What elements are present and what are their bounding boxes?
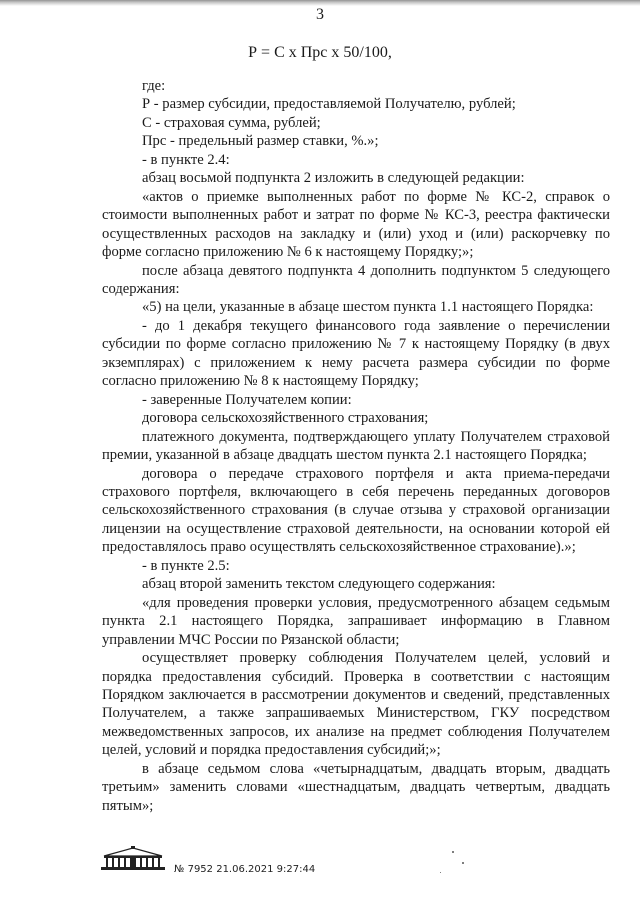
registration-stamp: № 7952 21.06.2021 9:27:44 xyxy=(174,864,316,875)
paragraph: - заверенные Получателем копии: xyxy=(142,391,352,408)
formula: Р = С х Прс х 50/100, xyxy=(248,44,392,61)
paragraph: Р - размер субсидии, предоставляемой Получателю, рублей; xyxy=(142,96,516,113)
government-building-icon xyxy=(100,846,166,872)
document-body xyxy=(102,77,610,815)
paragraph: абзац второй заменить текстом следующего содержания: xyxy=(142,576,496,593)
paragraph: платежного документа, подтверждающего уплату Получателем страховой премии, указанной в абзаце двадцать шестом пункта 2.1 настоящего Порядка; xyxy=(102,428,610,464)
paragraph: договора сельскохозяйственного страхования; xyxy=(142,410,429,427)
scan-speck xyxy=(440,872,441,873)
paragraph: - в пункте 2.4: xyxy=(142,151,230,168)
scan-speck xyxy=(452,851,454,853)
paragraph: - в пункте 2.5: xyxy=(142,557,230,574)
scan-speck xyxy=(462,862,464,864)
paragraph: договора о передаче страхового портфеля и акта приема-передачи страхового портфеля, включающего в себя перечень переданных договоров сельскохозяйственного страхования (в случае отзыва у страховой организации лицензии на осуществление страховой деятельности, на основании которой ей предоставлялось право осуществлять сельскохозяйственное страхование).»; xyxy=(102,465,610,556)
paragraph: где: xyxy=(142,78,166,94)
footer xyxy=(100,846,620,886)
paragraph: «для проведения проверки условия, предусмотренного абзацем седьмым пункта 2.1 настоящего Порядка, запрашивает информацию в Главном управлении МЧС России по Рязанской области; xyxy=(102,594,610,648)
paragraph: «актов о приемке выполненных работ по форме № КС-2, справок о стоимости выполненных работ и затрат по форме № КС-3, реестра фактически осуществленных расходов на закладку и (или) уход и (или) раскорчевку по форме согласно приложению № 6 к настоящему Порядку;»; xyxy=(102,188,610,261)
paragraph: абзац восьмой подпункта 2 изложить в следующей редакции: xyxy=(142,170,525,187)
paragraph: осуществляет проверку соблюдения Получателем целей, условий и порядка предоставления субсидий. Проверка в соответствии с настоящим Порядком заключается в рассмотрении документов и сведений, представленных Получателем, а также запрашиваемых Министерством, ГКУ посредством межведомственных запросов, их анализе на предмет соблюдения Получателем целей, условий и порядка предоставления субсидий;»; xyxy=(102,650,610,759)
paragraph: Прс - предельный размер ставки, %.»; xyxy=(142,133,379,150)
paragraph: «5) на цели, указанные в абзаце шестом пункта 1.1 настоящего Порядка: xyxy=(142,299,594,316)
page-number: 3 xyxy=(316,6,324,23)
paragraph: в абзаце седьмом слова «четырнадцатым, двадцать вторым, двадцать третьим» заменить словами «шестнадцатым, двадцать четвертым, двадцать пятым»; xyxy=(102,760,610,814)
paragraph: С - страховая сумма, рублей; xyxy=(142,114,321,131)
paragraph: - до 1 декабря текущего финансового года заявление о перечислении субсидии по форме согласно приложению № 7 к настоящему Порядку (в двух экземплярах) с приложением к нему расчета размера субсидии по форме согласно приложению № 8 к настоящему Порядку; xyxy=(102,317,610,390)
paragraph: после абзаца девятого подпункта 4 дополнить подпунктом 5 следующего содержания: xyxy=(102,262,610,297)
